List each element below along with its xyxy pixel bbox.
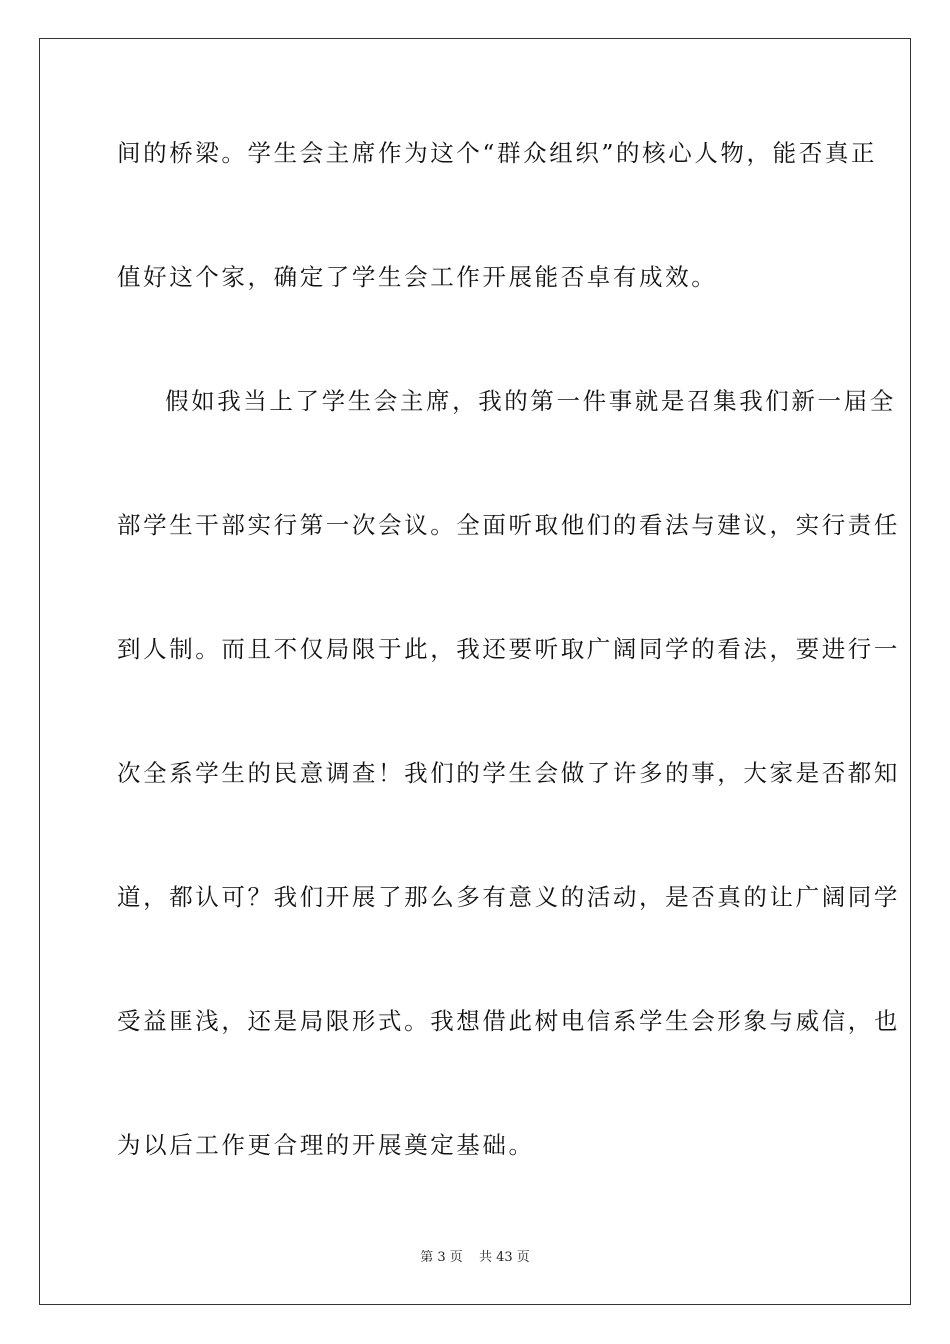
text-line: 次全系学生的民意调查！我们的学生会做了许多的事，大家是否都知 [117,759,900,787]
text-line: 间的桥梁。学生会主席作为这个“群众组织”的核心人物，能否真正 [117,139,878,167]
text-line: 到人制。而且不仅局限于此，我还要听取广阔同学的看法，要进行一 [117,635,900,663]
text-line: 为以后工作更合理的开展奠定基础。 [117,1131,535,1159]
text-line: 值好这个家，确定了学生会工作开展能否卓有成效。 [117,263,718,291]
text-line: 部学生干部实行第一次会议。全面听取他们的看法与建议，实行责任 [117,511,900,539]
text-line: 假如我当上了学生会主席，我的第一件事就是召集我们新一届全 [165,387,896,415]
page-number: 第 3 页 [420,1250,463,1265]
page-border [39,38,911,1305]
page-footer [0,1246,950,1265]
text-line: 道，都认可？我们开展了那么多有意义的活动，是否真的让广阔同学 [117,883,900,911]
page-total: 共 43 页 [478,1250,530,1265]
text-line: 受益匪浅，还是局限形式。我想借此树电信系学生会形象与威信，也 [117,1007,900,1035]
